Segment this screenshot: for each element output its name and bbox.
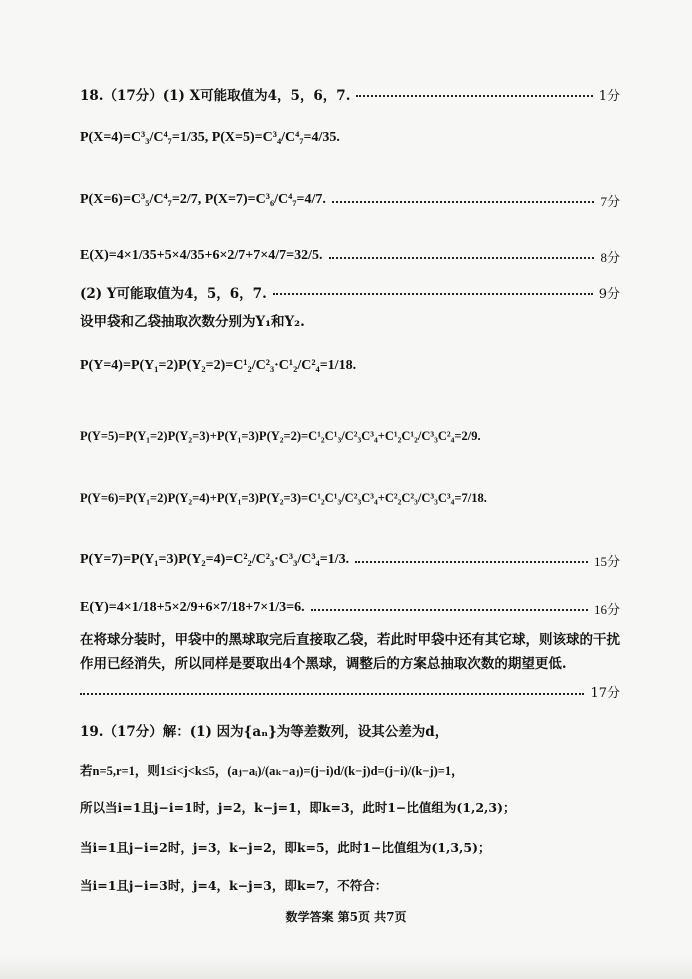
dot-leader — [355, 561, 588, 563]
q19-case3-line — [80, 876, 620, 894]
score-mark: 15分 — [593, 553, 620, 569]
score-mark: 17分 — [590, 686, 620, 701]
setup-line — [80, 310, 620, 330]
q19-case1-line — [80, 798, 620, 816]
score-mark: 16分 — [593, 601, 620, 617]
page-footer: 数学答案 第5页 共7页 — [285, 910, 407, 924]
score-mark: 8分 — [600, 249, 620, 265]
ey-line — [80, 588, 620, 628]
py5-line — [80, 416, 620, 456]
dot-leader — [356, 95, 592, 97]
py4-line — [80, 346, 620, 386]
px6-px7-line — [80, 180, 620, 220]
score-mark: 1分 — [598, 88, 620, 104]
conclusion-score-line — [80, 682, 620, 701]
dot-leader — [80, 693, 584, 695]
score-mark: 7分 — [600, 193, 620, 209]
formula-px4-px5: P(X=4)=C³₃/C⁴₇=1/35, P(X=5)=C³₄/C⁴₇=4/35. — [80, 130, 340, 145]
scan-bottom-edge — [0, 955, 692, 979]
part2-text: (2) Y可能取值为4，5，6，7. — [80, 286, 267, 302]
q19-case1: 所以当i=1且j−i=1时，j=2，k−j=1，即k=3，此时1−比值组为(1,2,3)； — [80, 800, 516, 815]
formula-py5: P(Y=5)=P(Y₁=2)P(Y₂=3)+P(Y₁=3)P(Y₂=2)=C¹₂C¹₃/C²₃C³₄+C¹₂C¹₂/C³₃C²₄=2/9. — [80, 428, 481, 443]
q19-case2-line — [80, 838, 620, 856]
q18-heading-line — [80, 84, 620, 104]
q19-condition-line — [80, 752, 620, 788]
dot-leader — [332, 201, 595, 203]
part2-line — [80, 282, 620, 302]
q18-heading: 18.（17分）(1) X可能取值为4，5，6，7. — [80, 88, 351, 104]
formula-ex: E(X)=4×1/35+5×4/35+6×2/7+7×4/7=32/5. — [80, 248, 323, 263]
dot-leader — [311, 609, 588, 611]
setup-text: 设甲袋和乙袋抽取次数分别为Y₁和Y₂. — [80, 314, 305, 330]
q19-condition: 若n=5,r=1，则1≤i<j<k≤5，(aⱼ−aᵢ)/(aₖ−aⱼ)=(j−i)d/(k−j)d=(j−i)/(k−j)=1， — [80, 764, 464, 778]
dot-leader — [329, 257, 595, 259]
formula-ey: E(Y)=4×1/18+5×2/9+6×7/18+7×1/3=6. — [80, 600, 305, 615]
py6-line — [80, 478, 620, 518]
conclusion-paragraph: 在将球分装时，甲袋中的黑球取完后直接取乙袋，若此时甲袋中还有其它球，则该球的干扰作用已经消失，所以同样是要取出4个黑球，调整后的方案总抽取次数的期望更低. — [80, 632, 620, 672]
formula-py7: P(Y=7)=P(Y₁=3)P(Y₂=4)=C²₂/C²₃·C³₃/C³₄=1/3. — [80, 552, 350, 567]
formula-py4: P(Y=4)=P(Y₁=2)P(Y₂=2)=C¹₂/C²₃·C¹₂/C²₄=1/18. — [80, 358, 357, 373]
ex-line — [80, 236, 620, 276]
dot-leader — [273, 293, 593, 295]
q19-case2: 当i=1且j−i=2时，j=3，k−j=2，即k=5，此时1−比值组为(1,3,5)； — [80, 840, 491, 855]
py7-line — [80, 540, 620, 580]
q19-heading: 19.（17分）解：(1) 因为{aₙ}为等差数列，设其公差为d， — [80, 724, 449, 740]
q19-case3: 当i=1且j−i=3时，j=4，k−j=3，即k=7，不符合： — [80, 878, 388, 893]
q19-heading-line — [80, 720, 620, 740]
formula-py6: P(Y=6)=P(Y₁=2)P(Y₂=4)+P(Y₁=3)P(Y₂=3)=C¹₂C¹₃/C²₃C³₄+C²₂C²₃/C³₃C³₄=7/18. — [80, 490, 487, 505]
score-mark: 9分 — [598, 286, 620, 302]
px4-px5-line — [80, 118, 620, 158]
formula-px6-px7: P(X=6)=C³₅/C⁴₇=2/7, P(X=7)=C³₆/C⁴₇=4/7. — [80, 192, 326, 207]
